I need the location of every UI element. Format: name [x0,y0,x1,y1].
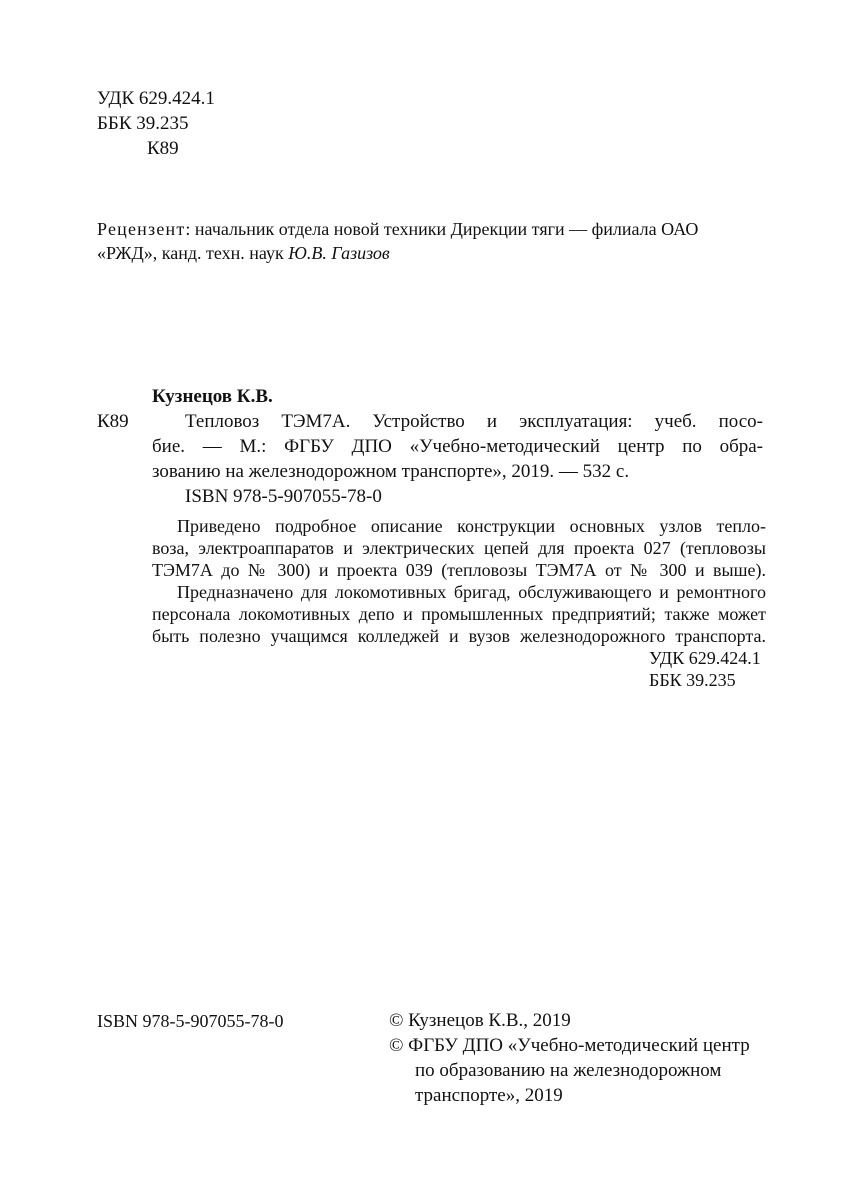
annotation-line-4: Предназначено для локомотивных бригад, обслуживающего и ремонтного [177,582,766,602]
reviewer-position: : начальник отдела новой техники Дирекции тяги — филиала ОАО [185,219,699,239]
book-isbn: ISBN 978-5-907055-78-0 [185,486,382,507]
annotation-udk: УДК 629.424.1 [649,648,761,668]
footer-isbn: ISBN 978-5-907055-78-0 [97,1011,284,1031]
book-title-line-1: Тепловоз ТЭМ7А. Устройство и эксплуатация: учеб. посо- [185,411,763,432]
annotation-line-6: быть полезно учащимся колледжей и вузов железнодорожного транспорта. [152,626,766,646]
copyright-publisher-line-1: © ФГБУ ДПО «Учебно-методический центр [389,1035,750,1056]
bib-author-mark: К89 [97,411,129,432]
annotation-bbk: ББК 39.235 [649,670,736,690]
copyright-publisher-line-3: транспорте», 2019 [415,1085,563,1106]
reviewer-line-2 [97,242,390,264]
reviewer-degree: «РЖД», канд. техн. наук [97,243,289,263]
udk-code: УДК 629.424.1 [97,88,215,109]
bbk-code: ББК 39.235 [97,113,189,134]
reviewer-name: Ю.В. Газизов [288,243,390,263]
annotation-line-1: Приведено подробное описание конструкции основных узлов тепло- [177,516,766,536]
book-title-line-3: зованию на железнодорожном транспорте», 2019. — 532 с. [152,461,630,482]
author-mark: К89 [147,138,179,159]
annotation-line-2: воза, электроаппаратов и электрических цепей для проекта 027 (тепловозы [152,538,766,558]
copyright-publisher-line-2: по образованию на железнодорожном [415,1060,722,1081]
annotation-line-5: персонала локомотивных депо и промышленных предприятий; также может [152,604,766,624]
copyright-author: © Кузнецов К.В., 2019 [389,1010,571,1031]
reviewer-line-1 [97,218,698,240]
annotation-line-3: ТЭМ7А до № 300) и проекта 039 (тепловозы ТЭМ7А от № 300 и выше). [152,560,766,580]
reviewer-label: Рецензент [97,219,186,239]
book-author: Кузнецов К.В. [152,386,273,407]
book-title-line-2: бие. — М.: ФГБУ ДПО «Учебно-методический центр по обра- [152,436,763,457]
